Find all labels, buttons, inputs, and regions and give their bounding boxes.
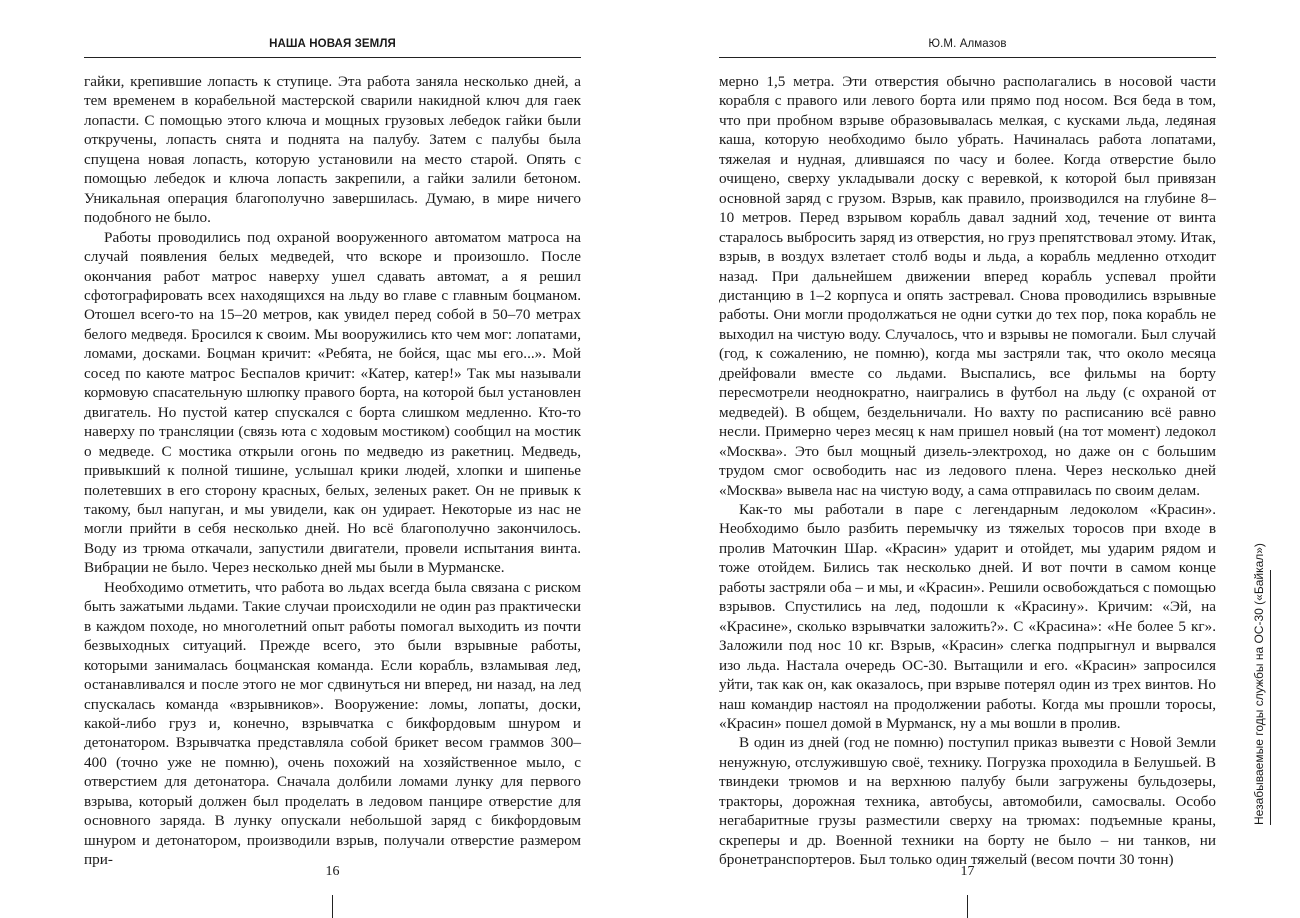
page-number-left: 16 — [325, 864, 340, 879]
paragraph: Необходимо отметить, что работа во льдах всегда была связана с риском быть зажатыми льдами. Такие случаи происходили не один раз практически в каждом походе, но многолетний опыт работы помогал выходить из почти безвыходных ситуаций. Прежде всего, это были взрывные работы, которыми занималась боцманская команда. Если корабль, взламывая лед, останавливался и после этого не мог сдвинуться ни вперед, ни назад, на лед спускалась команда «взрывников». Вооружение: ломы, лопаты, доски, какой-либо груз и, конечно, взрывчатка с бикфордовым шнуром и детонатором. Взрывчатка представляла собой брикет весом граммов 300–400 (точно уже не помню), очень похожий на хозяйственное мыло, с отверстием для детонатора. Сначала долбили ломами лунку для первого взрыва, который должен был проделать в ледовом панцире отверстие для основного заряда. В лунку опускали небольшой заряд с бикфордовым шнуром и детонатором, производили взрыв, получали отверстие размером при- — [84, 578, 581, 869]
paragraph: гайки, крепившие лопасть к ступице. Эта работа заняла несколько дней, а тем временем в корабельной мастерской сварили накидной ключ для гаек лопасти. С помощью этого ключа и мощных грузовых лебедок гайки были откручены, лопасть снята и поднята на палубу. Затем с палубы была спущена новая лопасть, которую установили на место старой. Опять с помощью лебедок и ключа лопасть закрепили, а гайки залили бетоном. Уникальная операция благополучно завершилась. Думаю, в мире ничего подобного не было. — [84, 73, 581, 227]
page-bottom-mark-left — [332, 895, 333, 918]
running-header-left: НАША НОВАЯ ЗЕМЛЯ — [269, 38, 396, 50]
paragraph: В один из дней (год не помню) поступил приказ вывезти с Новой Земли ненужную, отслужившую своё, технику. Погрузка проходила в Белушьей. В твиндеки трюмов и на верхнюю палубу были загружены бульдозеры, тракторы, дорожная техника, автобусы, автомобили, самосвалы. Особо негабаритные грузы разместили сверху на трюмах: подъемные краны, скреперы и др. Военной техники на борту не было – ни танков, ни бронетранспортеров. Был только один тяжелый (весом почти 30 тонн) — [719, 734, 1216, 869]
paragraph: Как-то мы работали в паре с легендарным ледоколом «Красин». Необходимо было разбить перемычку из тяжелых торосов при входе в пролив Маточкин Шар. «Красин» ударит и отойдет, мы ударим рядом и тоже отойдем. Бились так несколько дней. И вот почти в самом конце работы застряли оба – и мы, и «Красин». Решили освобождаться с помощью взрывов. Спустились на лед, подошли к «Красину». Кричим: «Эй, на «Красине», сколько взрывчатки заложить?». С «Красина»: «Не более 5 кг». Заложили под нос 10 кг. Взрыв, «Красин» слегка подпрыгнул и вырвался изо льда. Настала очередь ОС-30. Вытащили и его. «Красин» запросился уйти, так как он, как оказалось, при взрыве потерял один из трех винтов. Но наш командир настоял на продолжении работы. Когда мы прошли торосы, «Красин» пошел домой в Мурманск, ну а мы вошли в пролив. — [719, 500, 1216, 732]
page-number-right: 17 — [960, 864, 975, 879]
running-header-right: Ю.М. Алмазов — [928, 38, 1007, 50]
page-bottom-mark-right — [967, 895, 968, 918]
side-title-rule — [1270, 570, 1271, 825]
left-page — [84, 0, 581, 918]
paragraph: мерно 1,5 метра. Эти отверстия обычно располагались в носовой части корабля с правого или левого борта или прямо под носом. Вся беда в том, что при пробном взрыве образовывалась мелкая, с кусками льда, ледяная каша, которую необходимо было убрать. Начиналась работа лопатами, тяжелая и нудная, длившаяся по часу и более. Когда отверстие было очищено, сверху укладывали доску с веревкой, к которой был привязан основной заряд с грузом. Взрыв, как правило, производился на глубине 8–10 метров. Перед взрывом корабль давал задний ход, течение от винта старалось выбросить заряд из отверстия, но груз препятствовал этому. Итак, взрыв, в воздух взлетает столб воды и льда, а корабль медленно отходит назад. При дальнейшем движении вперед корабль успевал пройти дистанцию в 1–2 корпуса и опять застревал. Снова проводились взрывные работы. Они могли продолжаться не одни сутки до тех пор, пока корабль не выходил на чистую воду. Случалось, что и взрывы не помогали. Был случай (год, к сожалению, не помню), когда мы застряли так, что около месяца дрейфовали вместе со льдами. Выспались, все фильмы на борту пересмотрели неоднократно, наигрались в футбол на льду (с охраной от медведей). В общем, бездельничали. Но вахту по расписанию всё равно несли. Примерно через месяц к нам пришел новый (на тот момент) ледокол «Москва». Это был мощный дизель-электроход, но даже он с большим трудом смог освободить нас из ледового плена. Через несколько дней «Москва» вывела нас на чистую воду, а сама отправилась по своим делам. — [719, 73, 1216, 499]
section-side-title: Незабываемые годы службы на ОС-30 («Байкал») — [1252, 543, 1266, 825]
right-page — [719, 0, 1216, 918]
left-page-body — [84, 72, 581, 870]
header-rule-left — [84, 57, 581, 58]
header-rule-right — [719, 57, 1216, 58]
paragraph: Работы проводились под охраной вооруженного автоматом матроса на случай появления белых медведей, что вскоре и произошло. После окончания работ матрос наверху ушел сдавать автомат, а я решил сфотографировать всех находящихся на льду во главе с главным боцманом. Отошел всего-то на 15–20 метров, как увидел перед собой в 50–70 метрах белого медведя. Бросился к своим. Мы вооружились кто чем мог: лопатами, ломами, досками. Боцман кричит: «Ребята, не бойся, щас мы его...». Мой сосед по каюте матрос Беспалов кричит: «Катер, катер!» Так мы называли кормовую спасательную шлюпку правого борта, на которой был установлен двигатель. Но пустой катер спускался с борта слишком медленно. Кто-то наверху по трансляции (связь юта с ходовым мостиком) сообщил на мостик о медведе. С мостика открыли огонь по медведю из ракетниц. Медведь, привыкший к полной тишине, услышал крики людей, хлопки и шипенье полетевших в его сторону красных, белых, зеленых ракет. Он не привык к такому, был напуган, и мы увидели, как он удирает. Некоторые из нас не могли прийти в себя несколько дней. Но всё благополучно закончилось. Воду из трюма откачали, запустили двигатели, провели испытания винта. Вибрации не было. Через несколько дней мы были в Мурманске. — [84, 228, 581, 577]
right-page-body — [719, 72, 1216, 870]
